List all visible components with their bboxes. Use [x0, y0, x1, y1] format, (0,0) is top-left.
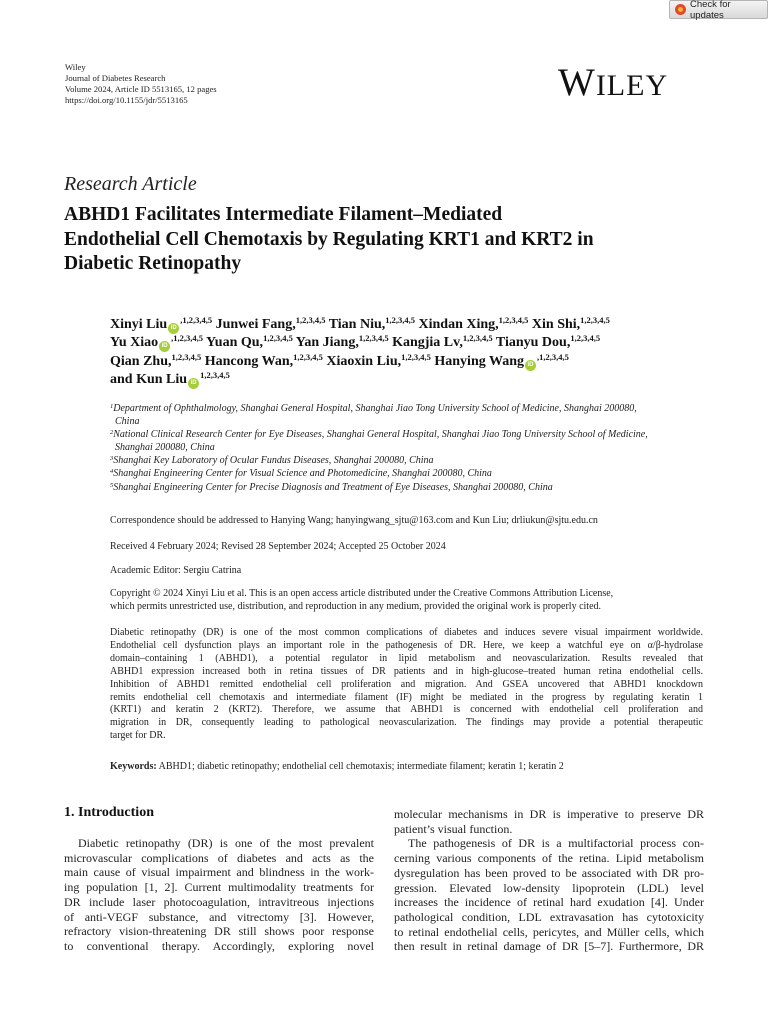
body-line: to retinal endothelial cells, pericytes, and Müller cells, which [394, 924, 704, 939]
affiliation-list [110, 402, 710, 494]
affiliation: $^5$Shanghai Engineering Center for Precise Diagnosis and Treatment of Eye Diseases, Shanghai 200080, China [110, 481, 553, 493]
author-name: Hanying Wang [434, 353, 524, 369]
abstract-line: (KRT1) and keratin 2 (KRT2). Therefore, we assume that ABHD1 is concerned with endothelial cell proliferation and [110, 704, 703, 716]
article-type: Research Article [64, 173, 197, 195]
correspondence: Correspondence should be addressed to Hanying Wang; hanyingwang_sjtu@163.com and Kun Liu; drliukun@sjtu.edu.cn [110, 515, 598, 526]
title-line: ABHD1 Facilitates Intermediate Filament–Mediated [64, 204, 503, 225]
body-line: to conventional therapy. Accordingly, exploring novel [64, 938, 374, 953]
author-list [110, 316, 720, 389]
body-column-left [64, 836, 374, 954]
title-line: Endothelial Cell Chemotaxis by Regulating KRT1 and KRT2 in [64, 228, 594, 250]
body-line: cerning various components of the retina. Lipid metabolism [394, 851, 704, 866]
crossmark-icon [675, 4, 686, 15]
abstract-line: Inhibition of ABHD1 remitted endothelial cell proliferation and migration. And GSEA uncovered that ABHD1 knockdown [110, 678, 703, 690]
body-line: dysregulation has been proved to be associated with DR pro- [394, 865, 704, 880]
author-name: Hancong Wan, [204, 353, 294, 369]
abstract-line: Endothelial cell dysfunction plays an important role in the pathogenesis of DR. Here, we keep a watchful eye on α/β-hydrolase [110, 639, 703, 651]
author-line: Qian Zhu,$^{1,2,3,4,5}$ Hancong Wan,$^{1,2,3,4,5}$ Xiaoxin Liu,$^{1,2,3,4,5}$ Hanying Wang $iD^{,1,2,3,4,5}$ [110, 351, 569, 369]
orcid-id-icon[interactable]: iD [168, 323, 179, 334]
body-line: gression. Elevated low-density lipoprotein (LDL) level [394, 880, 704, 895]
author-line: Yu Xiao $iD^{,1,2,3,4,5}$ Yuan Qu,$^{1,2,3,4,5}$ Yan Jiang,$^{1,2,3,4,5}$ Kangjia Lv,$^{1,2,3,4,5}$ Tianyu Dou,$^{1,2,3,4,5}$ [110, 333, 601, 351]
body-line: main cause of visual impairment and blindness in the work- [64, 865, 374, 880]
author-name: Qian Zhu, [110, 353, 172, 369]
orcid-id-icon[interactable]: iD [188, 378, 199, 389]
doi-link[interactable]: https://doi.org/10.1155/jdr/5513165 [65, 95, 188, 105]
author-name: Xin Shi, [531, 317, 581, 332]
received-dates: Received 4 February 2024; Revised 28 September 2024; Accepted 25 October 2024 [110, 541, 446, 552]
body-line: Diabetic retinopathy (DR) is one of the most prevalent [78, 836, 374, 850]
affiliation: $^1$Department of Ophthalmology, Shanghai General Hospital, Shanghai Jiao Tong University School of Medicine, Shanghai 200080, China [110, 403, 637, 428]
abstract-line: domain–containing 1 (ABHD1), a potential regulator in lipid metabolism and neovascularization. Results revealed that [110, 652, 703, 664]
article-title [64, 203, 724, 277]
copyright-notice: Copyright © 2024 Xinyi Liu et al. This is an open access article distributed under the Creative Commons Attribution License, which permits unrestricted use, distribution, and reproduction in any medium, provided the original work is properly cited. [110, 588, 614, 613]
body-line: pathological condition, LDL extravasation has cytotoxicity [394, 909, 704, 924]
author-name: Yu Xiao [110, 335, 159, 351]
check-for-updates-button[interactable] [669, 0, 768, 19]
author-name: Xindan Xing, [418, 317, 499, 332]
author-line: Xinyi Liu $iD^{,1,2,3,4,5}$ Junwei Fang,$^{1,2,3,4,5}$ Tian Niu,$^{1,2,3,4,5}$ Xindan Xing,$^{1,2,3,4,5}$ Xin Shi,$^{1,2,3,4,5}$ [110, 315, 610, 332]
body-line: of anti-VEGF substance, and vitrectomy [3]. However, [64, 909, 374, 924]
academic-editor: Academic Editor: Sergiu Catrina [110, 565, 242, 576]
orcid-id-icon[interactable]: iD [525, 360, 536, 371]
author-name: Junwei Fang, [215, 317, 296, 332]
affiliation: $^2$National Clinical Research Center for Eye Diseases, Shanghai General Hospital, Shanghai Jiao Tong University School of Medicine, Shanghai 200080, China [110, 429, 648, 454]
affiliation: $^3$Shanghai Key Laboratory of Ocular Fundus Diseases, Shanghai 200080, China [110, 455, 434, 467]
orcid-id-icon[interactable]: iD [159, 341, 170, 352]
abstract-line: target for DR. [110, 730, 166, 742]
journal-meta [65, 62, 217, 106]
author-name: Tianyu Dou, [495, 335, 571, 351]
author-name: Yan Jiang, [295, 335, 359, 351]
author-name: Xiaoxin Liu, [326, 353, 402, 369]
keywords-label: Keywords: [110, 761, 157, 772]
keywords-text: ABHD1; diabetic retinopathy; endothelial cell chemotaxis; intermediate filament; keratin 1; keratin 2 [156, 761, 564, 772]
body-line: ing population [1, 2]. Current multimodality treatments for [64, 880, 374, 895]
abstract-line: remits endothelial cell chemotaxis and intermediate filament (IF) might be mediated in the progress by regulating keratin 1 [110, 691, 703, 703]
body-line: increases the incidence of retinal hard exudation [4]. Under [394, 895, 704, 910]
keywords [110, 761, 564, 772]
body-column-right [394, 807, 704, 954]
author-name: Kangjia Lv, [392, 335, 463, 351]
body-line: then result in retinal damage of DR [5–7]. Furthermore, DR [394, 939, 704, 954]
body-line: The pathogenesis of DR is a multifactorial process con- [408, 836, 704, 851]
body-line: refractory vision-threatening DR still shows poor response [64, 924, 374, 939]
section-heading: 1. Introduction [64, 805, 154, 820]
publisher-name: Wiley [65, 62, 86, 72]
body-line: microvascular complications of diabetes and acts as the [64, 850, 374, 865]
author-name: Xinyi Liu [110, 317, 168, 332]
abstract-line: migration in DR, consequently leading to pathological neovascularization. The findings may provide a potential therapeutic [110, 717, 703, 729]
body-line: molecular mechanisms in DR is imperative to preserve DR [394, 807, 704, 821]
affiliation: $^4$Shanghai Engineering Center for Visual Science and Photomedicine, Shanghai 200080, China [110, 468, 492, 480]
author-line: and Kun Liu iD$^{1,2,3,4,5}$ [110, 369, 230, 387]
abstract-line: Diabetic retinopathy (DR) is one of the most common complications of diabetes and induces severe visual impairment worldwide. [110, 627, 703, 638]
journal-name: Journal of Diabetes Research [65, 73, 166, 83]
body-line: patient’s visual function. [394, 821, 513, 836]
author-name: Tian Niu, [328, 317, 386, 332]
author-name: and Kun Liu [110, 371, 188, 387]
title-line: Diabetic Retinopathy [64, 253, 242, 274]
abstract [110, 627, 703, 743]
check-for-updates-label: Check for updates [690, 0, 731, 21]
author-name: Yuan Qu, [205, 335, 264, 351]
wiley-logo: WILEY [558, 61, 669, 104]
volume-info: Volume 2024, Article ID 5513165, 12 pages [65, 84, 217, 94]
abstract-line: ABHD1 expression increased both in retina tissues of DR patients and in high-glucose–treated human retina endothelial cells. [110, 665, 703, 677]
body-line: DR include laser photocoagulation, intravitreous injections [64, 894, 374, 909]
